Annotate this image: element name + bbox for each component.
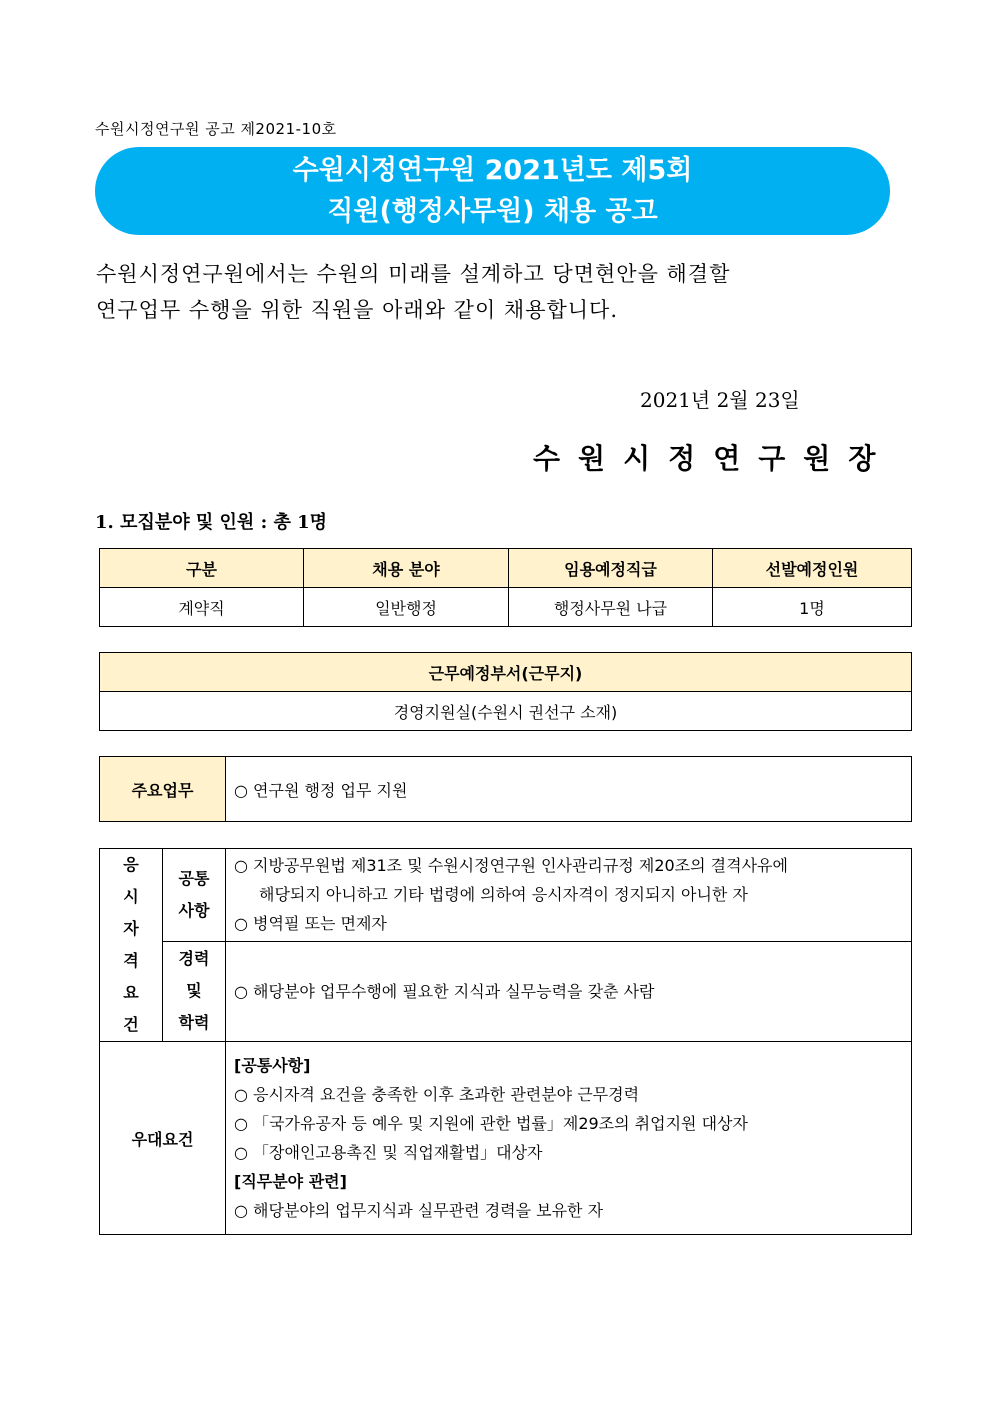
label-char: 자 <box>123 919 139 938</box>
preference-items <box>226 1042 912 1235</box>
header-cell: 선발예정인원 <box>713 549 912 588</box>
label-line: 공통 <box>178 868 210 888</box>
section-1-title: 1. 모집분야 및 인원 : 총 1명 <box>95 512 328 533</box>
label-char: 격 <box>123 951 139 970</box>
label-char: 요 <box>123 983 139 1002</box>
preference-group-title: [직무분야 관련] <box>234 1172 347 1191</box>
list-item: ○ 「국가유공자 등 예우 및 지원에 관한 법률」제29조의 취업지원 대상자 <box>234 1114 748 1133</box>
label-line: 경력 <box>178 949 210 969</box>
list-item: ○ 지방공무원법 제31조 및 수원시정연구원 인사관리규정 제20조의 결격사유에 <box>234 856 788 876</box>
label-line: 및 <box>186 981 202 1001</box>
duty-value: ○ 연구원 행정 업무 지원 <box>226 757 912 822</box>
duty-label: 주요업무 <box>100 757 226 822</box>
header-cell: 임용예정직급 <box>509 549 713 588</box>
list-item: ○ 해당분야의 업무지식과 실무관련 경력을 보유한 자 <box>234 1201 604 1220</box>
intro-line-2: 연구업무 수행을 위한 직원을 아래와 같이 채용합니다. <box>96 298 619 322</box>
title-line-1: 수원시정연구원 2021년도 제5회 <box>292 155 693 186</box>
label-line: 학력 <box>178 1013 210 1033</box>
qualification-table <box>99 848 912 1235</box>
list-item: ○ 응시자격 요건을 충족한 이후 초과한 관련분야 근무경력 <box>234 1085 640 1104</box>
intro-paragraph <box>96 256 896 328</box>
notice-date: 2021년 2월 23일 <box>640 388 800 412</box>
intro-line-1: 수원시정연구원에서는 수원의 미래를 설계하고 당면현안을 해결할 <box>96 262 731 286</box>
label-char: 건 <box>123 1015 139 1034</box>
duty-table <box>99 756 912 822</box>
dept-value: 경영지원실(수원시 권선구 소재) <box>100 692 912 731</box>
career-item: ○ 해당분야 업무수행에 필요한 지식과 실무능력을 갖춘 사람 <box>226 941 912 1041</box>
common-label <box>163 849 226 942</box>
title-banner <box>95 147 890 235</box>
table-cell: 일반행정 <box>304 588 509 627</box>
title-line-2: 직원(행정사무원) 채용 공고 <box>327 196 658 227</box>
notice-number: 수원시정연구원 공고 제2021-10호 <box>95 120 337 138</box>
header-cell: 채용 분야 <box>304 549 509 588</box>
recruit-table <box>99 548 912 627</box>
label-line: 사항 <box>178 900 210 920</box>
table-cell: 계약직 <box>100 588 304 627</box>
dept-header: 근무예정부서(근무지) <box>100 653 912 692</box>
list-item: ○ 병역필 또는 면제자 <box>234 914 387 934</box>
list-item: ○ 「장애인고용촉진 및 직업재활법」대상자 <box>234 1143 543 1162</box>
qualification-label <box>100 849 163 1042</box>
label-char: 시 <box>123 887 139 906</box>
preference-group-title: [공통사항] <box>234 1056 311 1075</box>
career-label <box>163 941 226 1041</box>
header-cell: 구분 <box>100 549 304 588</box>
preference-label: 우대요건 <box>100 1042 226 1235</box>
table-cell: 1명 <box>713 588 912 627</box>
table-cell: 행정사무원 나급 <box>509 588 713 627</box>
common-items <box>226 849 912 942</box>
signer: 수원시정연구원장 <box>533 442 894 475</box>
dept-table <box>99 652 912 731</box>
label-char: 응 <box>123 855 139 874</box>
list-item: 해당되지 아니하고 기타 법령에 의하여 응시자격이 정지되지 아니한 자 <box>259 885 748 905</box>
